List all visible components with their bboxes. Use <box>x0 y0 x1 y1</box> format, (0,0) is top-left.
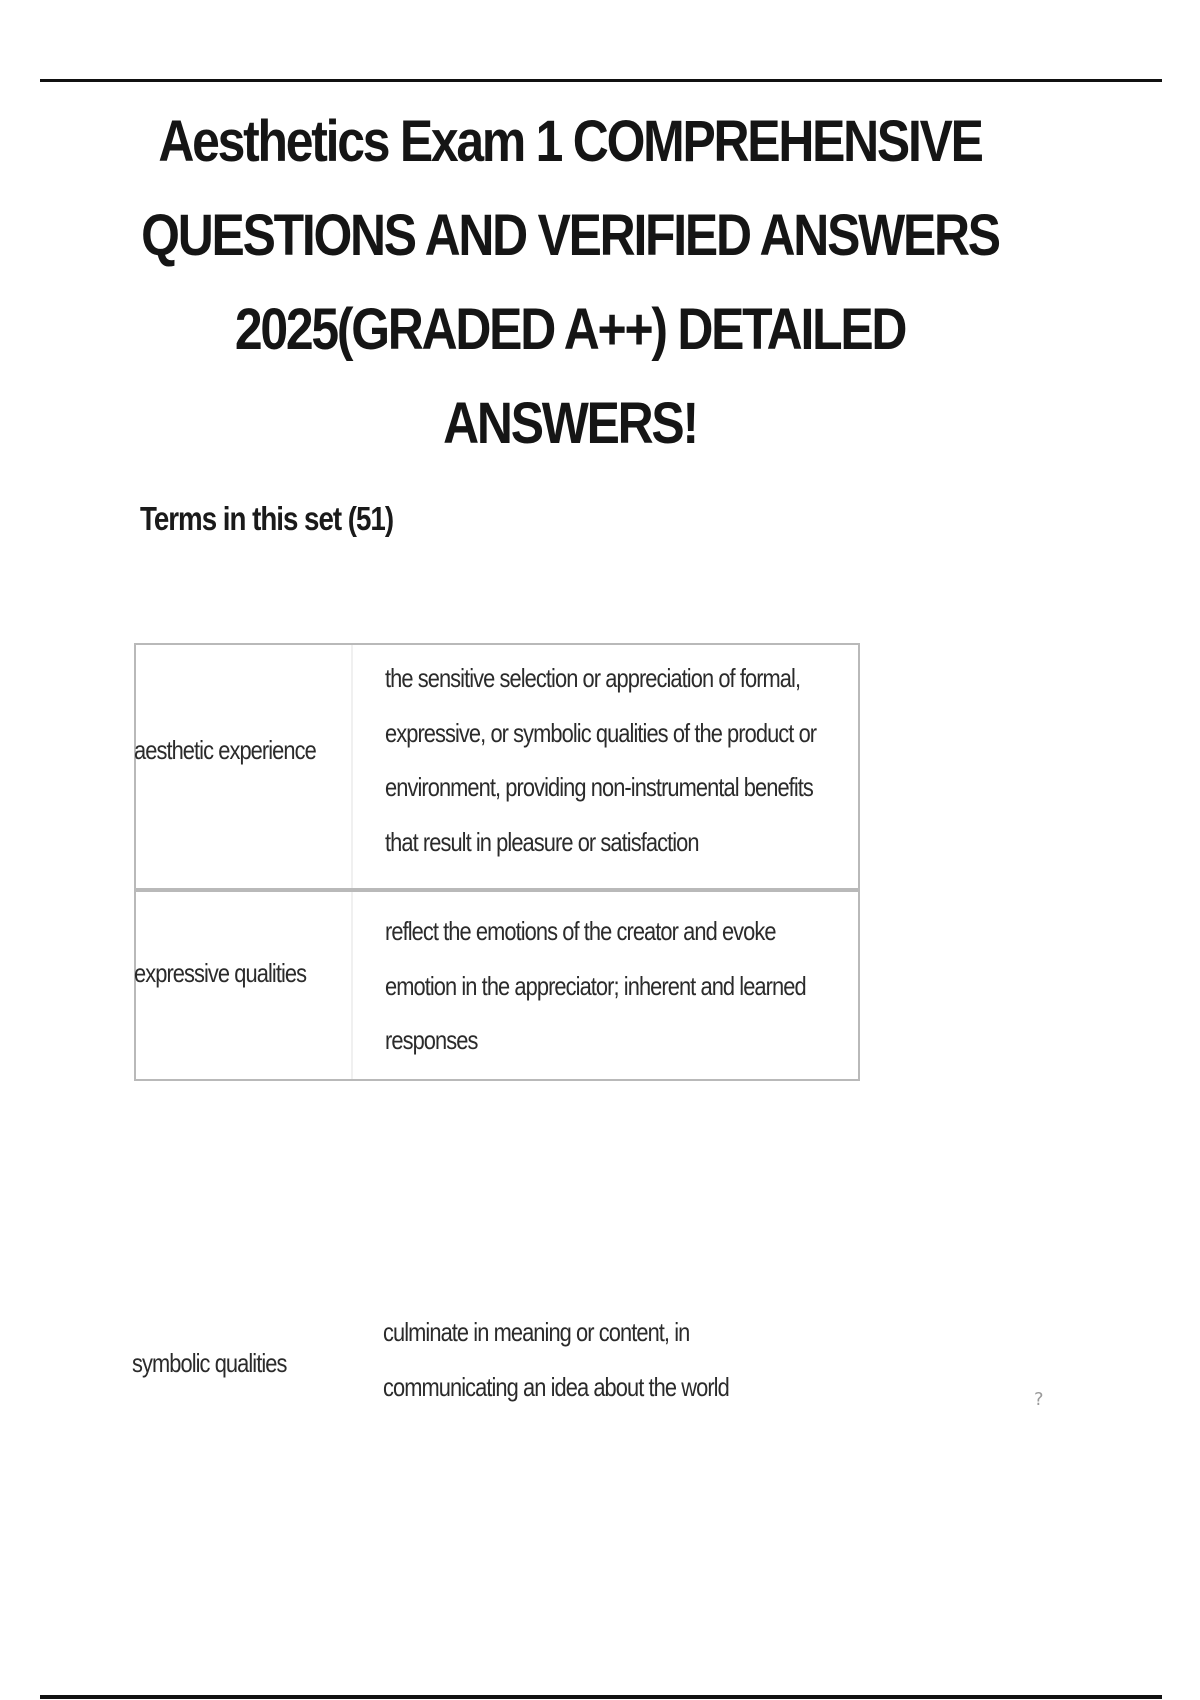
term-text: expressive qualities <box>134 958 307 988</box>
document-title: Aesthetics Exam 1 COMPREHENSIVE QUESTIONS AND VERIFIED ANSWERS 2025(GRADED A++) DETAILED ANSWERS! <box>141 109 999 456</box>
definition-text: the sensitive selection or appreciation of formal, expressive, or symbolic qualities of the product or environment, providing non-instrumental benefits that result in pleasure or satisfaction <box>385 663 817 857</box>
definition-text: culminate in meaning or content, in communicating an idea about the world <box>383 1317 729 1402</box>
term-card-aesthetic-experience <box>134 643 860 890</box>
card-column-divider <box>351 645 353 888</box>
term-card-symbolic-qualities <box>134 1310 860 1430</box>
bottom-rule <box>40 1695 1162 1699</box>
top-rule <box>40 79 1162 82</box>
definition-text: reflect the emotions of the creator and evoke emotion in the appreciator; inherent and learned responses <box>385 916 806 1055</box>
terms-count-heading: Terms in this set (51) <box>140 500 394 537</box>
term-text: aesthetic experience <box>134 735 316 765</box>
term-card-expressive-qualities <box>134 890 860 1081</box>
page-mark: ? <box>1034 1389 1044 1410</box>
term-text: symbolic qualities <box>132 1348 287 1378</box>
card-column-divider <box>351 892 353 1079</box>
